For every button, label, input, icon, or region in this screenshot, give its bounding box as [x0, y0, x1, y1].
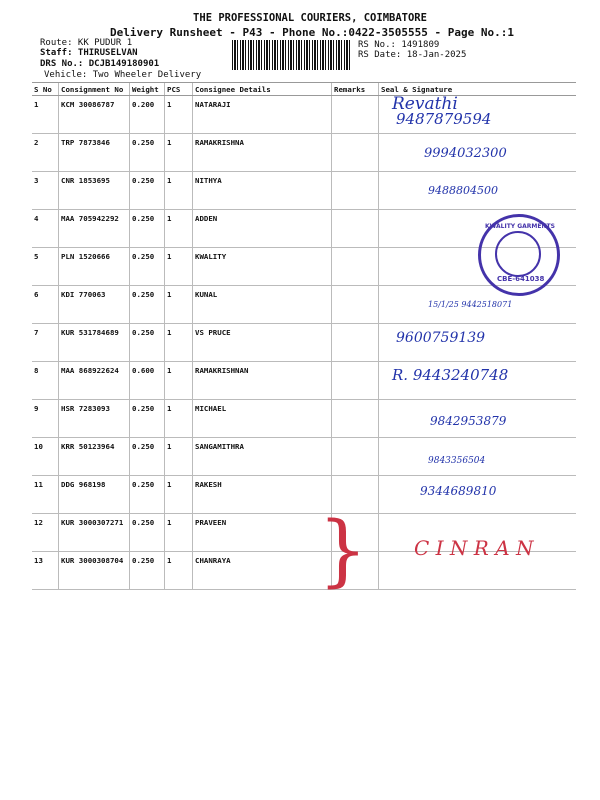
cell-sno: 6 — [32, 286, 59, 324]
cell-cn: KDI 770063 — [59, 286, 130, 324]
cell-name: MICHAEL — [193, 400, 332, 438]
cell-name: RAKESH — [193, 476, 332, 514]
barcode — [232, 40, 350, 70]
cell-remarks — [332, 438, 379, 476]
cell-sno: 13 — [32, 552, 59, 590]
signature-row-6-phone: 15/1/25 9442518071 — [428, 300, 513, 309]
cell-cn: HSR 7283093 — [59, 400, 130, 438]
col-consignment: Consignment No — [59, 83, 130, 96]
signature-row-3-phone: 9488804500 — [428, 184, 498, 197]
signature-row-1-name: Revathi — [392, 94, 458, 114]
cell-remarks — [332, 96, 379, 134]
cell-name: SANGAMITHRA — [193, 438, 332, 476]
cell-name: KUNAL — [193, 286, 332, 324]
cell-remarks — [332, 362, 379, 400]
cell-remarks — [332, 210, 379, 248]
cell-pcs: 1 — [165, 438, 193, 476]
staff-label: Staff: THIRUSELVAN — [40, 48, 138, 58]
cell-pcs: 1 — [165, 476, 193, 514]
cell-name: NITHYA — [193, 172, 332, 210]
cell-cn: CNR 1853695 — [59, 172, 130, 210]
cell-weight: 0.250 — [130, 476, 165, 514]
cell-sno: 3 — [32, 172, 59, 210]
cell-sno: 12 — [32, 514, 59, 552]
cell-cn: KUR 3000307271 — [59, 514, 130, 552]
cell-pcs: 1 — [165, 400, 193, 438]
cell-pcs: 1 — [165, 552, 193, 590]
brace-mark: } — [318, 506, 368, 596]
cell-pcs: 1 — [165, 134, 193, 172]
company-seal — [478, 214, 560, 296]
table-header-row — [32, 83, 576, 96]
cell-weight: 0.250 — [130, 210, 165, 248]
col-signature: Seal & Signature — [379, 83, 577, 96]
cell-remarks — [332, 324, 379, 362]
cell-weight: 0.250 — [130, 400, 165, 438]
route-label: Route: KK PUDUR 1 — [40, 38, 133, 48]
cell-cn: KUR 3000308704 — [59, 552, 130, 590]
cell-name: RAMAKRISHNAN — [193, 362, 332, 400]
cell-name: KWALITY — [193, 248, 332, 286]
cell-cn: MAA 868922624 — [59, 362, 130, 400]
cell-pcs: 1 — [165, 96, 193, 134]
seal-name: KWALITY GARMENTS — [485, 223, 555, 230]
col-weight: Weight — [130, 83, 165, 96]
cell-weight: 0.250 — [130, 286, 165, 324]
cell-sno: 11 — [32, 476, 59, 514]
signature-row-11-phone: 9344689810 — [420, 484, 497, 498]
cell-cn: KUR 531784689 — [59, 324, 130, 362]
cell-pcs: 1 — [165, 514, 193, 552]
cell-remarks — [332, 286, 379, 324]
runsheet-title: Delivery Runsheet - P43 - Phone No.:0422-3505555 - Page No.:1 — [110, 26, 514, 39]
signature-row-13: C I N R A N — [414, 536, 534, 560]
cell-remarks — [332, 400, 379, 438]
cell-weight: 0.250 — [130, 172, 165, 210]
cell-cn: PLN 1520666 — [59, 248, 130, 286]
cell-remarks — [332, 248, 379, 286]
table-row — [32, 324, 576, 362]
signature-row-7-phone: 9600759139 — [396, 330, 486, 346]
signature-row-2-phone: 9994032300 — [424, 146, 507, 161]
cell-sno: 2 — [32, 134, 59, 172]
col-pcs: PCS — [165, 83, 193, 96]
vehicle-label: Vehicle: Two Wheeler Delivery — [44, 70, 202, 80]
cell-sno: 1 — [32, 96, 59, 134]
cell-sno: 10 — [32, 438, 59, 476]
cell-weight: 0.250 — [130, 248, 165, 286]
cell-name: PRAVEEN — [193, 514, 332, 552]
cell-pcs: 1 — [165, 248, 193, 286]
rs-number: RS No.: 1491809 — [358, 40, 440, 50]
cell-name: ADDEN — [193, 210, 332, 248]
signature-row-9-phone: 9842953879 — [430, 414, 507, 428]
col-remarks: Remarks — [332, 83, 379, 96]
cell-name: VS PRUCE — [193, 324, 332, 362]
cell-sno: 5 — [32, 248, 59, 286]
cell-weight: 0.250 — [130, 134, 165, 172]
cell-cn: TRP 7873846 — [59, 134, 130, 172]
cell-name: NATARAJI — [193, 96, 332, 134]
cell-pcs: 1 — [165, 210, 193, 248]
signature-row-8-phone: R. 9443240748 — [392, 366, 509, 384]
cell-pcs: 1 — [165, 286, 193, 324]
cell-cn: MAA 705942292 — [59, 210, 130, 248]
cell-pcs: 1 — [165, 362, 193, 400]
cell-weight: 0.250 — [130, 438, 165, 476]
cell-pcs: 1 — [165, 172, 193, 210]
cell-cn: DDG 968198 — [59, 476, 130, 514]
seal-code: CBE-641038 — [497, 275, 545, 283]
cell-weight: 0.250 — [130, 514, 165, 552]
col-consignee: Consignee Details — [193, 83, 332, 96]
col-sno: S No — [32, 83, 59, 96]
cell-sno: 8 — [32, 362, 59, 400]
cell-cn: KCM 30086787 — [59, 96, 130, 134]
cell-name: RAMAKRISHNA — [193, 134, 332, 172]
cell-weight: 0.250 — [130, 324, 165, 362]
cell-name: CHANRAYA — [193, 552, 332, 590]
cell-weight: 0.250 — [130, 552, 165, 590]
rs-date: RS Date: 18-Jan-2025 — [358, 50, 467, 60]
cell-remarks — [332, 134, 379, 172]
cell-weight: 0.200 — [130, 96, 165, 134]
cell-sno: 9 — [32, 400, 59, 438]
cell-sno: 7 — [32, 324, 59, 362]
cell-cn: KRR 50123964 — [59, 438, 130, 476]
cell-sno: 4 — [32, 210, 59, 248]
cell-weight: 0.600 — [130, 362, 165, 400]
signature-row-10-phone: 9843356504 — [428, 456, 486, 466]
company-title: THE PROFESSIONAL COURIERS, COIMBATORE — [193, 12, 427, 24]
cell-pcs: 1 — [165, 324, 193, 362]
table-row — [32, 96, 576, 134]
drs-label: DRS No.: DCJB149180901 — [40, 59, 160, 69]
table-row — [32, 438, 576, 476]
cell-remarks — [332, 172, 379, 210]
seal-inner-ring — [495, 231, 541, 277]
signature-row-1-phone: 9487879594 — [396, 110, 492, 128]
